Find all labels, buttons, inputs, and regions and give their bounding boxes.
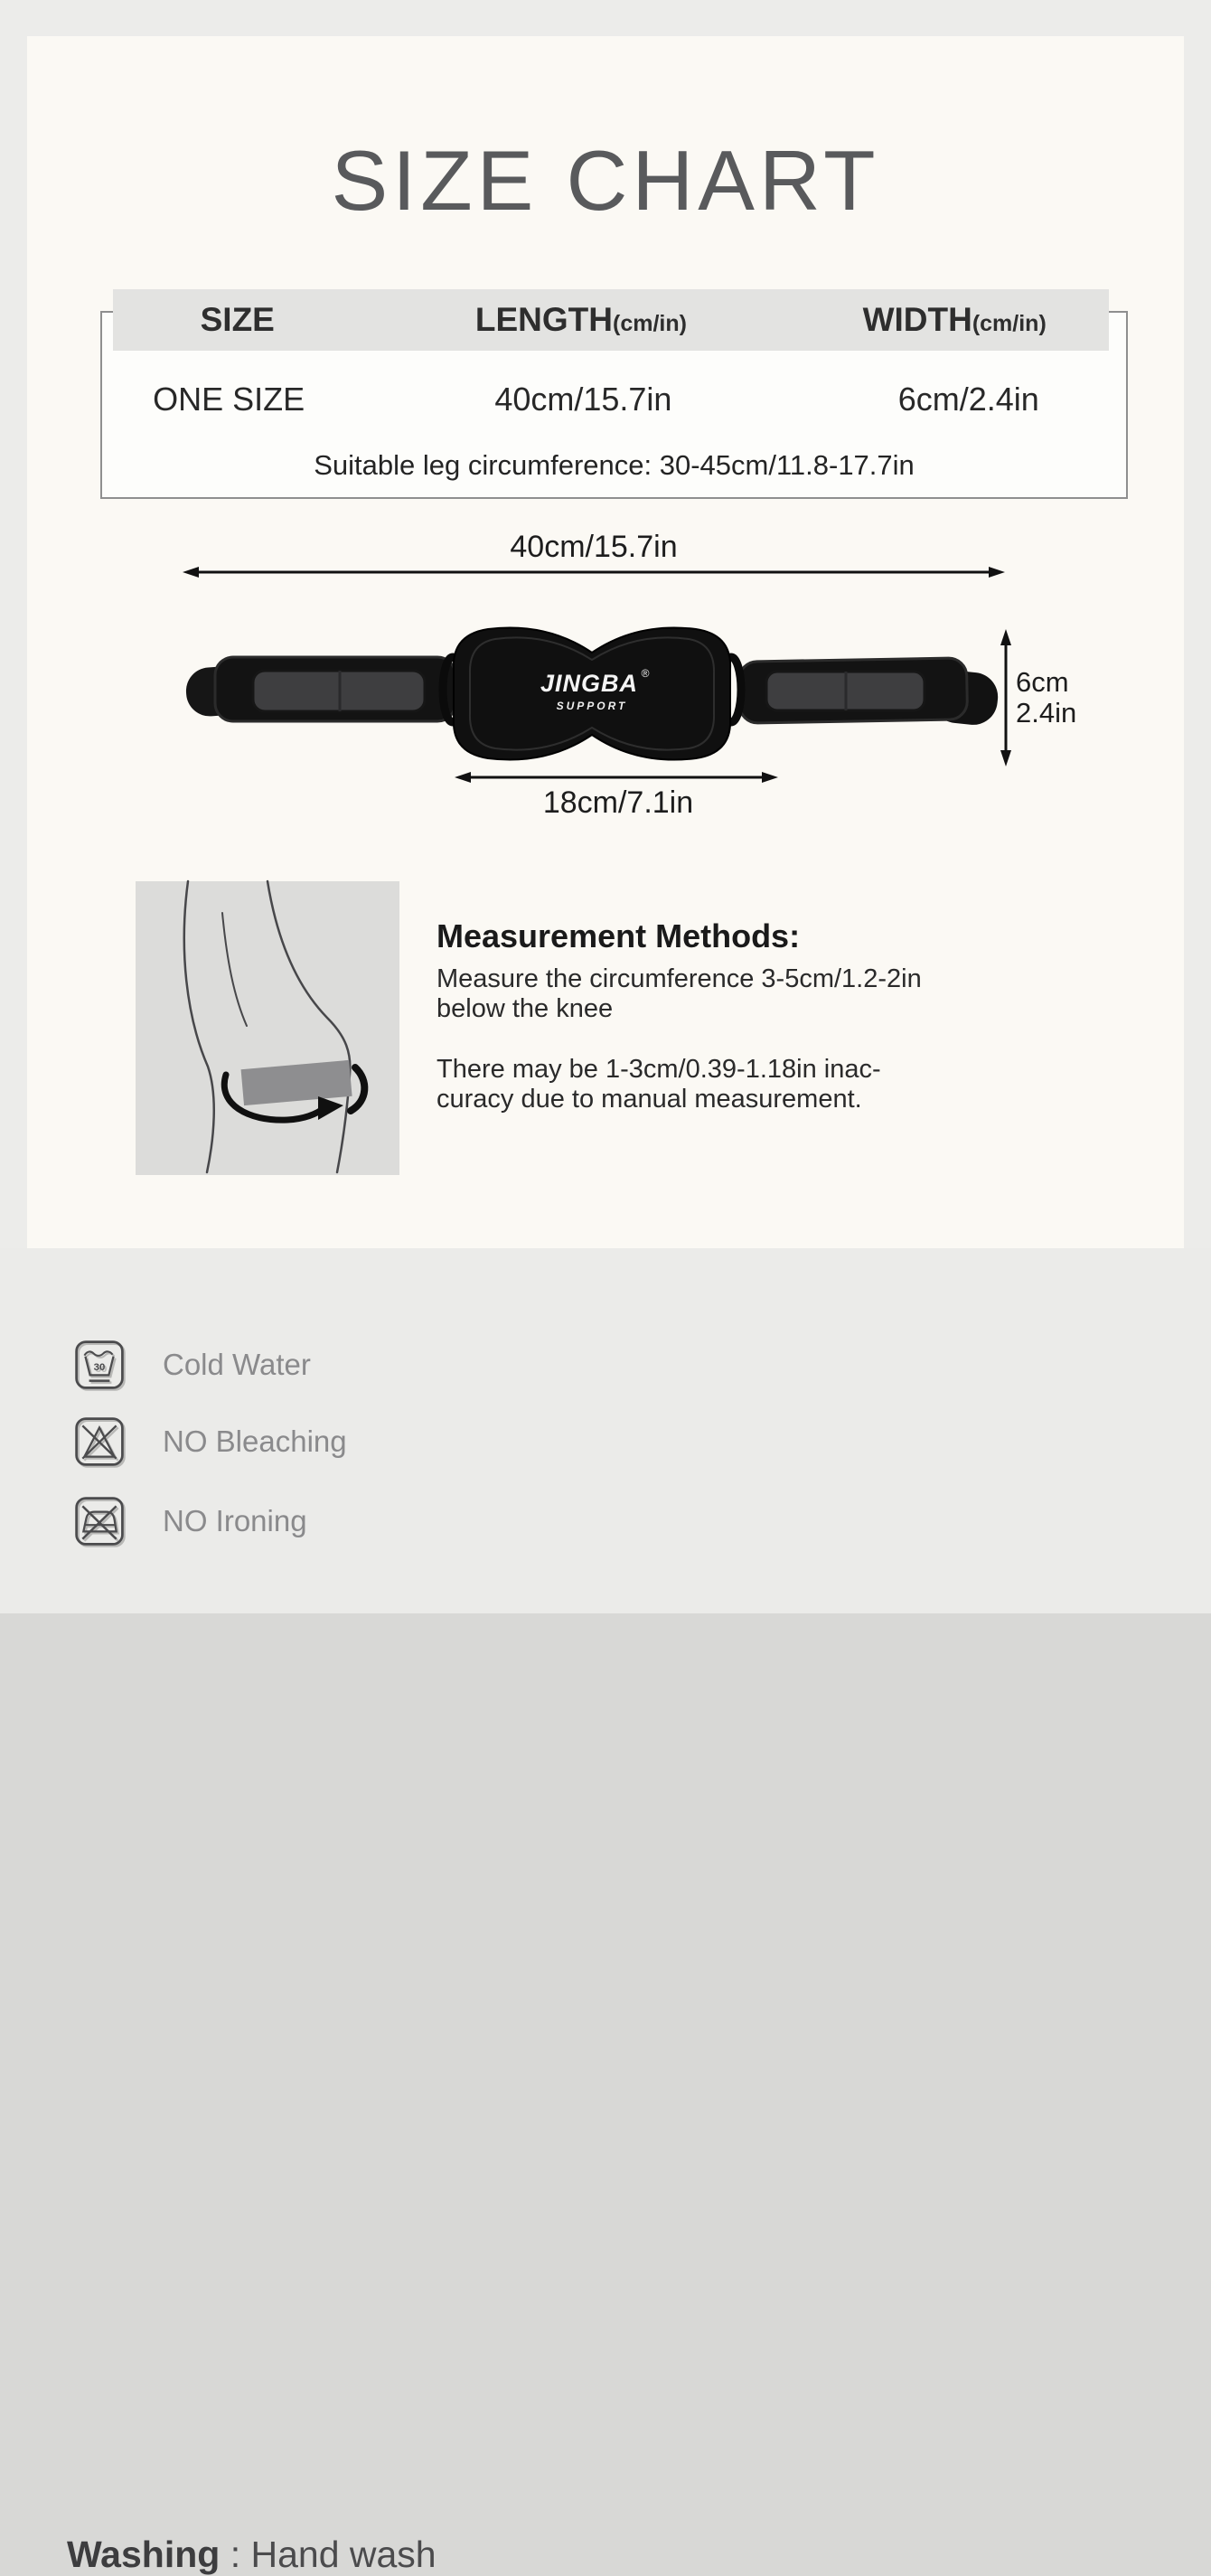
measurement-paragraph-2 bbox=[437, 1055, 881, 1114]
care-item-cold-water bbox=[74, 1340, 311, 1390]
washing-heading bbox=[67, 2534, 437, 2576]
care-item-no-ironing bbox=[74, 1496, 307, 1547]
cell-size: ONE SIZE bbox=[153, 381, 305, 418]
care-item-label: Cold Water bbox=[163, 1348, 311, 1381]
knee-strap-product-illustration bbox=[163, 588, 1003, 782]
wash-temperature: 30 bbox=[93, 1362, 106, 1374]
table-note: Suitable leg circumference: 30-45cm/11.8-17.7in bbox=[314, 449, 915, 481]
wash-tub-30-icon bbox=[74, 1340, 125, 1390]
column-header-length: LENGTH(cm/in) bbox=[474, 301, 687, 338]
column-header-size: SIZE bbox=[200, 301, 275, 338]
measurement-methods-heading: Measurement Methods: bbox=[437, 917, 801, 954]
care-item-label: NO Ironing bbox=[163, 1504, 307, 1537]
table-row bbox=[100, 372, 1128, 427]
page-title: SIZE CHART bbox=[331, 133, 880, 228]
length-dimension-label: 40cm/15.7in bbox=[510, 530, 678, 564]
measurement-p2-line2: curacy due to manual measurement. bbox=[437, 1085, 862, 1114]
width-dimension-label-cm: 6cm bbox=[1016, 666, 1069, 698]
size-table-header bbox=[113, 289, 1109, 351]
cell-length: 40cm/15.7in bbox=[494, 381, 672, 418]
knee-measurement-illustration bbox=[136, 881, 399, 1175]
care-item-no-bleaching bbox=[74, 1416, 347, 1467]
no-bleaching-icon bbox=[74, 1416, 125, 1467]
measurement-p1-line2: below the knee bbox=[437, 994, 614, 1023]
width-dimension-arrow bbox=[999, 629, 1013, 766]
measurement-p1-line1: Measure the circumference 3-5cm/1.2-2in bbox=[437, 964, 922, 993]
width-dimension-label-in: 2.4in bbox=[1016, 697, 1077, 729]
column-header-width: WIDTH(cm/in) bbox=[862, 301, 1047, 338]
brand-logo-subtext: SUPPORT bbox=[556, 700, 628, 712]
length-dimension-arrow bbox=[183, 565, 1005, 579]
brand-registered-mark: ® bbox=[641, 667, 650, 680]
brand-logo-text: JINGBA bbox=[540, 670, 639, 697]
washing-heading-value: : Hand wash bbox=[220, 2534, 437, 2575]
measurement-paragraph-1 bbox=[437, 964, 922, 1024]
measurement-p2-line1: There may be 1-3cm/0.39-1.18in inac- bbox=[437, 1055, 881, 1084]
care-item-label: NO Bleaching bbox=[163, 1424, 347, 1458]
no-ironing-icon bbox=[74, 1496, 125, 1547]
pad-length-dimension-arrow bbox=[455, 770, 778, 785]
pad-length-dimension-label: 18cm/7.1in bbox=[542, 785, 694, 820]
cell-width: 6cm/2.4in bbox=[897, 381, 1039, 418]
washing-heading-label: Washing bbox=[67, 2534, 221, 2575]
